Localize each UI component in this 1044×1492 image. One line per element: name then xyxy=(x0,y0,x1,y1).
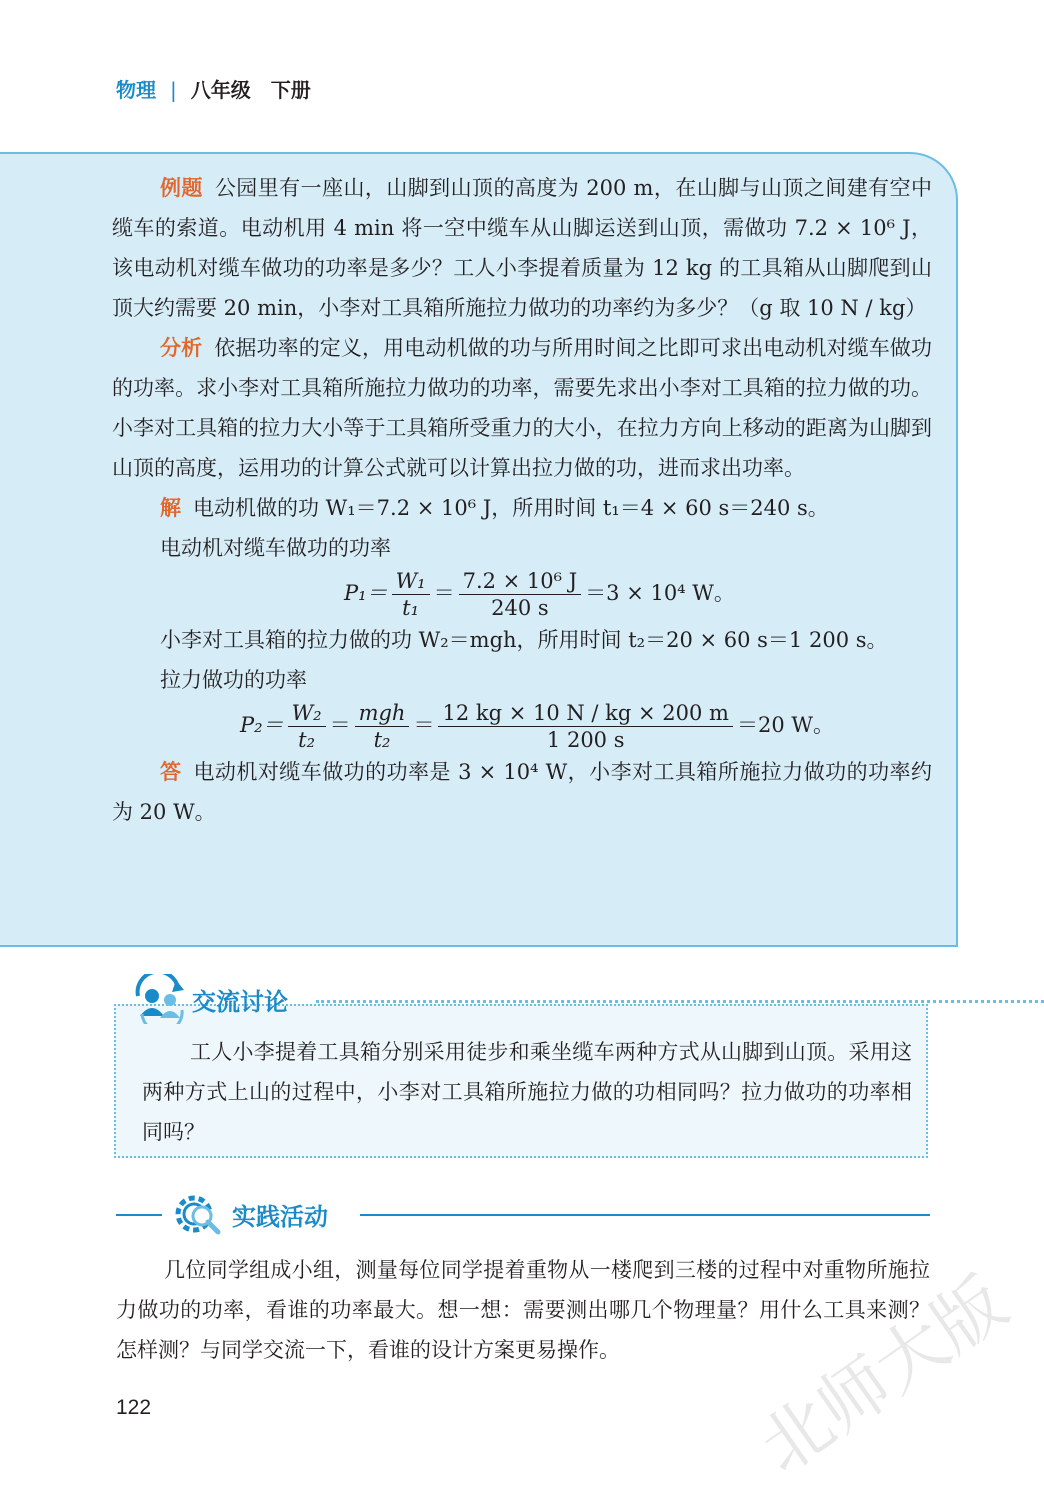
solution-line-3: 小李对工具箱的拉力做的功 W₂＝mgh，所用时间 t₂＝20 × 60 s＝1 200 s。 xyxy=(160,628,888,652)
gear-magnifier-icon xyxy=(172,1190,226,1240)
answer-tag: 答 xyxy=(160,760,182,784)
formula2-lhs: P₂＝ xyxy=(240,713,284,737)
f2-den: 240 s xyxy=(491,596,549,620)
answer-text: 电动机对缆车做功的功率是 3 × 10⁴ W，小李对工具箱所施拉力做功的功率约为 20 W。 xyxy=(112,760,932,824)
formula-1 xyxy=(112,568,932,620)
solution-line-1 xyxy=(112,488,932,528)
practice-body xyxy=(116,1250,930,1370)
formula2-eq2: ＝ xyxy=(413,713,435,737)
practice-text: 几位同学组成小组，测量每位同学提着重物从一楼爬到三楼的过程中对重物所施拉力做功的功率，看谁的功率最大。想一想：需要测出哪几个物理量？用什么工具来测？怎样测？与同学交流一下，看谁的设计方案更易操作。 xyxy=(116,1258,930,1362)
solution-text-1: 电动机做的功 W₁＝7.2 × 10⁶ J，所用时间 t₁＝4 × 60 s＝240 s。 xyxy=(193,496,829,520)
grade-label: 八年级 下册 xyxy=(190,78,311,102)
discussion-divider xyxy=(316,1000,1044,1003)
practice-rule-right xyxy=(360,1214,930,1216)
f2-3-den: 1 200 s xyxy=(546,728,625,752)
formula-2 xyxy=(112,700,932,752)
f2-1-num: W₂ xyxy=(288,700,326,727)
formula1-eq: ＝ xyxy=(433,581,455,605)
f2-2-den: t₂ xyxy=(373,728,391,752)
page-number: 122 xyxy=(116,1396,152,1419)
example-box xyxy=(0,152,958,947)
f1-den: t₁ xyxy=(402,596,419,620)
f2-1-den: t₂ xyxy=(298,728,315,752)
analysis-text: 依据功率的定义，用电动机做的功与所用时间之比即可求出电动机对缆车做功的功率。求小李对工具箱所施拉力做功的功率，需要先求出小李对工具箱的拉力做的功。小李对工具箱的拉力大小等于工具箱所受重力的大小，在拉力方向上移动的距离为山脚到山顶的高度，运用功的计算公式就可以计算出拉力做的功，进而求出功率。 xyxy=(112,336,933,480)
header-separator: | xyxy=(170,78,177,102)
f2-num: 7.2 × 10⁶ J xyxy=(459,568,582,595)
people-discussion-icon xyxy=(132,974,188,1024)
example-question xyxy=(112,168,932,328)
formula2-eq1: ＝ xyxy=(329,713,351,737)
formula1-lhs: P₁＝ xyxy=(344,581,388,605)
subject-label: 物理 xyxy=(116,78,156,102)
formula2-fraction-1 xyxy=(288,700,326,753)
page-header xyxy=(116,74,311,103)
solution-line-4: 拉力做功的功率 xyxy=(160,668,307,692)
f1-num: W₁ xyxy=(392,568,430,595)
formula2-fraction-2 xyxy=(355,700,410,753)
analysis-tag: 分析 xyxy=(160,336,203,360)
formula2-rhs: ＝20 W。 xyxy=(736,713,834,737)
answer-paragraph xyxy=(112,752,932,832)
solution-tag: 解 xyxy=(160,496,181,520)
discussion-box xyxy=(114,1004,928,1158)
practice-rule-left xyxy=(116,1214,162,1216)
analysis-paragraph xyxy=(112,328,932,488)
f2-2-num: mgh xyxy=(355,700,410,727)
formula1-fraction-1 xyxy=(392,568,430,621)
practice-title: 实践活动 xyxy=(232,1203,328,1231)
watermark: 北师大版 xyxy=(744,1261,1022,1489)
example-tag: 例题 xyxy=(160,176,203,200)
formula1-fraction-2 xyxy=(459,568,582,621)
discussion-text: 工人小李提着工具箱分别采用徒步和乘坐缆车两种方式从山脚到山顶。采用这两种方式上山的过程中，小李对工具箱所施拉力做的功相同吗？拉力做功的功率相同吗？ xyxy=(142,1040,912,1144)
question-text: 公园里有一座山，山脚到山顶的高度为 200 m，在山脚与山顶之间建有空中缆车的索道。电动机用 4 min 将一空中缆车从山脚运送到山顶，需做功 7.2 × 10⁶ J，该电动机对缆车做功的功率是多少？工人小李提着质量为 12 kg 的工具箱从山脚爬到山顶大约需要 20 min，小李对工具箱所施拉力做功的功率约为多少？（g 取 10 N / kg） xyxy=(112,176,933,320)
solution-line-2: 电动机对缆车做功的功率 xyxy=(160,536,391,560)
formula2-fraction-3 xyxy=(438,700,733,753)
f2-3-num: 12 kg × 10 N / kg × 200 m xyxy=(438,700,733,727)
discussion-title: 交流讨论 xyxy=(192,988,288,1016)
formula1-rhs: ＝3 × 10⁴ W。 xyxy=(585,581,735,605)
